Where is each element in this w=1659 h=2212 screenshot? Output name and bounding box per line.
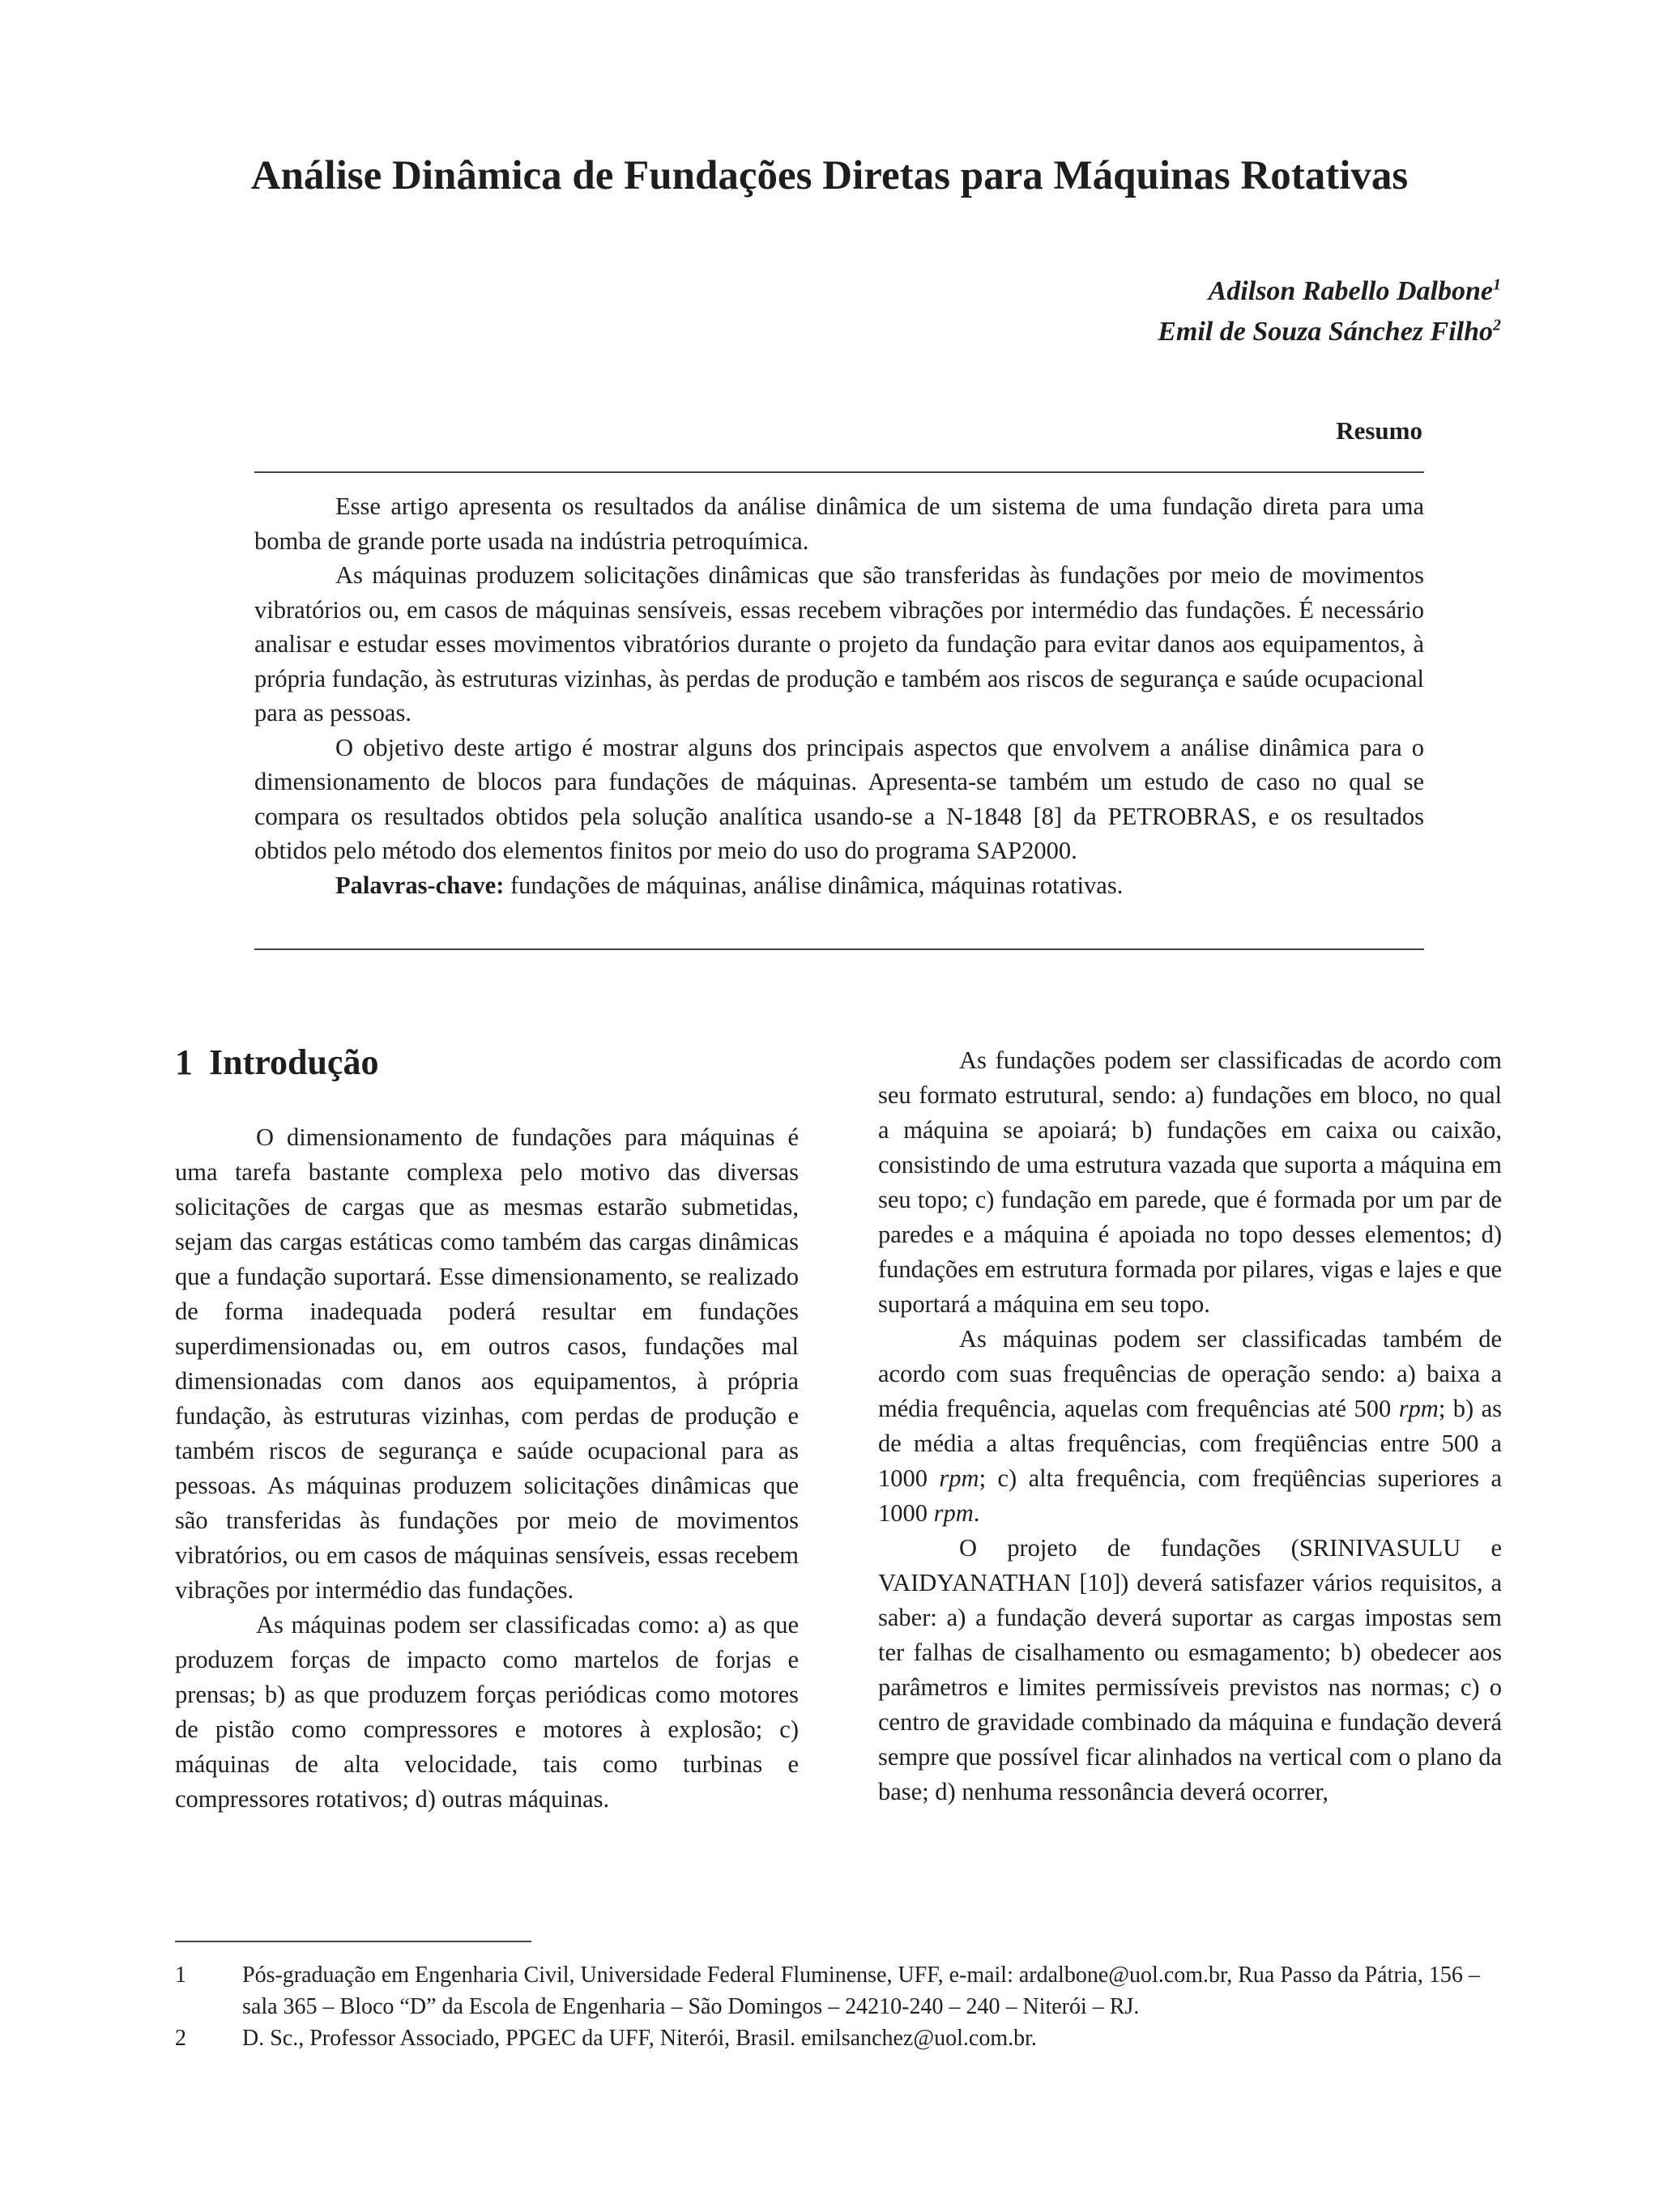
footnotes — [175, 1959, 1502, 2054]
unit-rpm: rpm — [933, 1499, 974, 1527]
keywords-label: Palavras-chave: — [335, 871, 505, 899]
text-run: ; c) alta frequência, com freqüências superiores a 1000 — [878, 1464, 1502, 1527]
body-paragraph: As fundações podem ser classificadas de acordo com seu formato estrutural, sendo: a) fundações em bloco, no qual a máquina se apoiará; b) fundações em caixa ou caixão, consistindo de uma estrutura vazada que suporta a máquina em seu topo; c) fundação em parede, que é formada por um par de paredes e a máquina é apoiada no topo desses elementos; d) fundações em estrutura formada por pilares, vigas e lajes e que suportará a máquina em seu topo. — [878, 1046, 1502, 1318]
section-heading — [175, 1038, 378, 1087]
section-number: 1 — [175, 1042, 193, 1082]
body-paragraph: As máquinas podem ser classificadas como: a) as que produzem forças de impacto como martelos de forjas e prensas; b) as que produzem forças periódicas como motores de pistão como compressores e motores à explosão; c) máquinas de alta velocidade, tais como turbinas e compressores rotativos; d) outras máquinas. — [175, 1611, 799, 1813]
body-paragraph: O dimensionamento de fundações para máquinas é uma tarefa bastante complexa pelo motivo das diversas solicitações de cargas que as mesmas estarão submetidas, sejam das cargas estáticas como também das cargas dinâmicas que a fundação suportará. Esse dimensionamento, se realizado de forma inadequada poderá resultar em fundações superdimensionadas ou, em outros casos, fundações mal dimensionadas com danos aos equipamentos, à própria fundação, às estruturas vizinhas, com perdas de produção e também riscos de segurança e saúde ocupacional para as pessoas. As máquinas produzem solicitações dinâmicas que são transferidas às fundações por meio de movimentos vibratórios, ou em casos de máquinas sensíveis, essas recebem vibrações por intermédio das fundações. — [175, 1123, 799, 1604]
author-1 — [1158, 271, 1501, 312]
text-run: As máquinas podem ser classificadas também de acordo com suas frequências de operação sendo: a) baixa a média frequência, aquelas com frequências até 500 — [878, 1325, 1502, 1422]
section-title: Introdução — [209, 1042, 379, 1082]
footnote-2 — [175, 2022, 1502, 2054]
footnote-1 — [175, 1959, 1502, 2022]
footnote-text: D. Sc., Professor Associado, PPGEC da UFF, Niterói, Brasil. emilsanchez@uol.com.br. — [242, 2026, 1037, 2051]
footnote-number: 1 — [175, 1963, 186, 1988]
footnote-text: Pós-graduação em Engenharia Civil, Universidade Federal Fluminense, UFF, e-mail: ardalbone@uol.com.br, Rua Passo da Pátria, 156 – sala 365 – Bloco “D” da Escola de Engenharia – São Domingos – 24210-240 – 240 – Niterói – RJ. — [242, 1963, 1480, 2019]
author-2 — [1158, 312, 1501, 352]
unit-rpm: rpm — [1398, 1395, 1439, 1422]
keywords: fundações de máquinas, análise dinâmica, máquinas rotativas. — [504, 871, 1124, 899]
abstract-bottom-rule — [254, 948, 1424, 950]
abstract-paragraph: Esse artigo apresenta os resultados da análise dinâmica de um sistema de uma fundação direta para uma bomba de grande porte usada na indústria petroquímica. — [254, 492, 1424, 555]
author-name: Emil de Souza Sánchez Filho — [1158, 317, 1493, 347]
unit-rpm: rpm — [939, 1464, 979, 1492]
abstract-heading: Resumo — [1336, 416, 1422, 445]
author-list — [1158, 271, 1501, 352]
body-paragraph: O projeto de fundações (SRINIVASULU e VAIDYANATHAN [10]) deverá satisfazer vários requisitos, a saber: a) a fundação deverá suportar as cargas impostas sem ter falhas de cisalhamento ou esmagamento; b) obedecer aos parâmetros e limites permissíveis previstos nas normas; c) o centro de gravidade combinado da máquina e fundação deverá sempre que possível ficar alinhados na vertical com o plano da base; d) nenhuma ressonância deverá ocorrer, — [878, 1534, 1502, 1805]
author-name: Adilson Rabello Dalbone — [1208, 276, 1493, 306]
abstract-top-rule — [254, 471, 1424, 473]
text-run: . — [973, 1499, 980, 1527]
body-paragraph — [878, 1322, 1502, 1531]
paper-title: Análise Dinâmica de Fundações Diretas para Máquinas Rotativas — [250, 153, 1409, 198]
right-column — [878, 1043, 1502, 1809]
left-column — [175, 1120, 799, 1817]
footnote-rule — [175, 1941, 531, 1942]
abstract-paragraph: O objetivo deste artigo é mostrar alguns dos principais aspectos que envolvem a análise dinâmica para o dimensionamento de blocos para fundações de máquinas. Apresenta-se também um estudo de caso no qual se compara os resultados obtidos pela solução analítica usando-se a N-1848 [8] da PETROBRAS, e os resultados obtidos pelo método dos elementos finitos por meio do uso do programa SAP2000. — [254, 733, 1424, 864]
abstract-body — [254, 489, 1424, 902]
footnote-number: 2 — [175, 2026, 186, 2051]
author-footnote-mark: 1 — [1493, 275, 1501, 294]
author-footnote-mark: 2 — [1493, 316, 1501, 335]
text-run: ; b) as de média a altas frequências, com freqüências entre 500 a 1000 — [878, 1395, 1502, 1492]
keywords-line — [254, 868, 1424, 903]
abstract-paragraph: As máquinas produzem solicitações dinâmicas que são transferidas às fundações por meio de movimentos vibratórios ou, em casos de máquinas sensíveis, essas recebem vibrações por intermédio das fundações. É necessário analisar e estudar esses movimentos vibratórios durante o projeto da fundação para evitar danos aos equipamentos, à própria fundação, às estruturas vizinhas, às perdas de produção e também aos riscos de segurança e saúde ocupacional para as pessoas. — [254, 561, 1424, 727]
